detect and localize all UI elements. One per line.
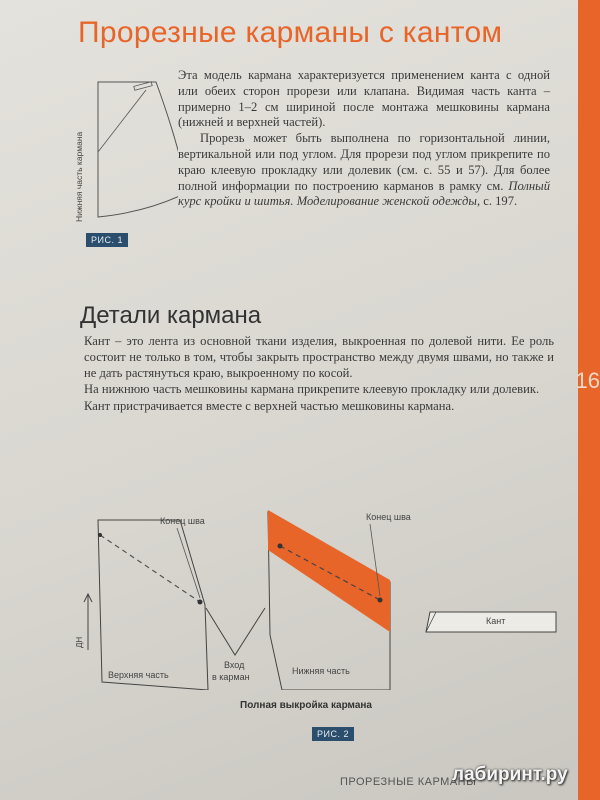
intro-paragraph-2-text: Прорезь может быть выполнена по горизонтальной линии, вертикальной или под углом. Для прорези под углом прикрепите по краю клеевую прокладку или долевик (см. с. 55 и 57). Для более полной информации по построению карманов в рамку см. <box>178 131 550 193</box>
page-title: Прорезные карманы с кантом <box>78 16 503 49</box>
lower-part-label: Нижняя часть <box>292 666 350 676</box>
watermark-logo: лабиринт.ру <box>452 764 568 785</box>
lower-seam-end-dot <box>378 598 383 603</box>
kant-label: Кант <box>486 616 506 626</box>
pocket-pattern-diagram <box>60 490 560 690</box>
end-seam-label-right: Конец шва <box>366 512 411 522</box>
section-body <box>84 334 554 416</box>
pointer-line <box>98 90 146 152</box>
intro-paragraph-1: Эта модель кармана характеризуется применением канта с одной или обеих сторон прорези или клапана. Видимая часть канта – примерно 1–2 см шириной после монтажа мешковины кармана (нижней и верхней частей). <box>178 68 550 130</box>
pocket-outline <box>98 82 178 217</box>
figure-2-caption: Полная выкройка кармана <box>240 700 372 711</box>
entry-connector <box>206 608 265 655</box>
grainline-label: ДН <box>75 636 84 648</box>
figure-1 <box>68 72 178 237</box>
intro-paragraph-2-tail: , с. 197. <box>476 194 518 209</box>
fig1-label: РИС. 1 <box>86 233 128 247</box>
body-paragraph-2: На нижнюю часть мешковины кармана прикрепите клеевую прокладку или долевик. <box>84 382 540 397</box>
section-heading: Детали кармана <box>80 302 262 329</box>
intro-book-reference: Полный курс кройки и шитья. Моделирование женской одежды <box>178 178 550 209</box>
upper-part-outline <box>98 520 208 690</box>
running-footer: ПРОРЕЗНЫЕ КАРМАНЫ <box>340 776 477 788</box>
page-number-edge: 16 <box>575 368 600 393</box>
end-seam-label-left: Конец шва <box>160 516 205 526</box>
fig2-label: РИС. 2 <box>312 727 354 741</box>
orange-edge-strip <box>575 0 600 800</box>
fig1-side-label: Нижняя часть кармана <box>74 131 84 222</box>
welt-slot <box>134 82 152 91</box>
upper-end-pointer <box>177 528 200 598</box>
lower-orange-interfacing <box>268 510 390 632</box>
lower-seam-start-dot <box>278 544 283 549</box>
entry-label-line1: Вход <box>224 660 245 670</box>
upper-seam-dashed <box>100 535 200 602</box>
entry-label-line2: в карман <box>212 672 250 682</box>
body-paragraph-3: Кант пристрачивается вместе с верхней частью мешковины кармана. <box>84 399 455 414</box>
upper-part-label: Верхняя часть <box>108 670 169 680</box>
intro-text <box>178 68 550 210</box>
body-paragraph-1: Кант – это лента из основной ткани изделия, выкроенная по долевой нити. Ее роль состоит не только в том, чтобы закрыть пространство между двумя швами, но также и не дать растянуться краю, выкроенному по косой. <box>84 334 554 380</box>
upper-seam-end-dot <box>198 600 203 605</box>
intro-paragraph-2 <box>178 131 550 210</box>
pocket-sketch-diagram <box>68 72 178 232</box>
upper-seam-start-dot <box>98 533 102 537</box>
